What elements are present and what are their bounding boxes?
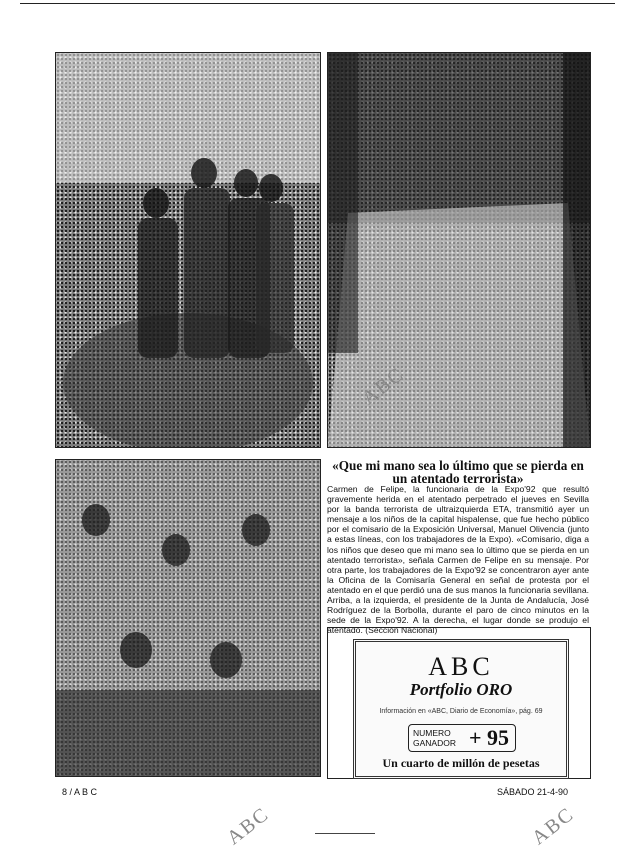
photo-workers-protest: [55, 459, 321, 777]
watermark: ABC: [357, 362, 409, 410]
watermark: ABC: [222, 802, 274, 850]
watermark: ABC: [527, 802, 579, 850]
ad-info: Información en «ABC, Diario de Economía», pág. 69: [379, 708, 543, 715]
photo-officials-figures: [56, 53, 320, 447]
photo-crowd: [56, 460, 320, 776]
bottom-rule: [315, 833, 375, 834]
winning-number-label: NUMERO GANADOR: [413, 728, 456, 748]
article-caption: Carmen de Felipe, la funcionaria de la Expo'92 que resultó gravemente herida en el atentado perpetrado el jueves en Sevilla por la banda terrorista de ultraizquierda ETA, transmitió ayer un mensaje a los niños de la capital hispalense, que fue hecho público por el comisario de la Exposición Universal, Manuel Olivencia (junto a estas líneas, con los trabajadores de la Expo). «Comisario, diga a los niños que deseo que mi mano sea lo último que se pierda en un atentado terrorista», señala Carmen de Felipe en su mensaje. Por otra parte, los trabajadores de la Expo'92 se concentraron ayer ante la Oficina de la Comisaría General en señal de protesta por el atentado en el que perdió una de sus manos la funcionaria sevillana. Arriba, a la izquierda, el presidente de la Junta de Andalucía, José Rodríguez de la Borbolla, durante el paro de cinco minutos en la sede de la Expo'92. A la derecha, el lugar donde se produjo el atentado. (Sección Nacional): [327, 484, 589, 636]
ad-logo: ABC: [428, 652, 494, 681]
winning-number-box: [408, 724, 516, 752]
article-headline: «Que mi mano sea lo último que se pierda en un atentado terrorista»: [332, 458, 584, 486]
portfolio-advertisement: [353, 639, 569, 779]
issue-date: SÁBADO 21-4-90: [496, 787, 568, 797]
page-number: 8 / A B C: [62, 787, 98, 797]
winning-number: + 95: [468, 725, 509, 750]
top-rule: [20, 3, 615, 4]
photo-officials-group: [55, 52, 321, 448]
ad-prize: Un cuarto de millón de pesetas: [382, 756, 540, 770]
ad-subtitle: Portfolio ORO: [409, 680, 513, 699]
